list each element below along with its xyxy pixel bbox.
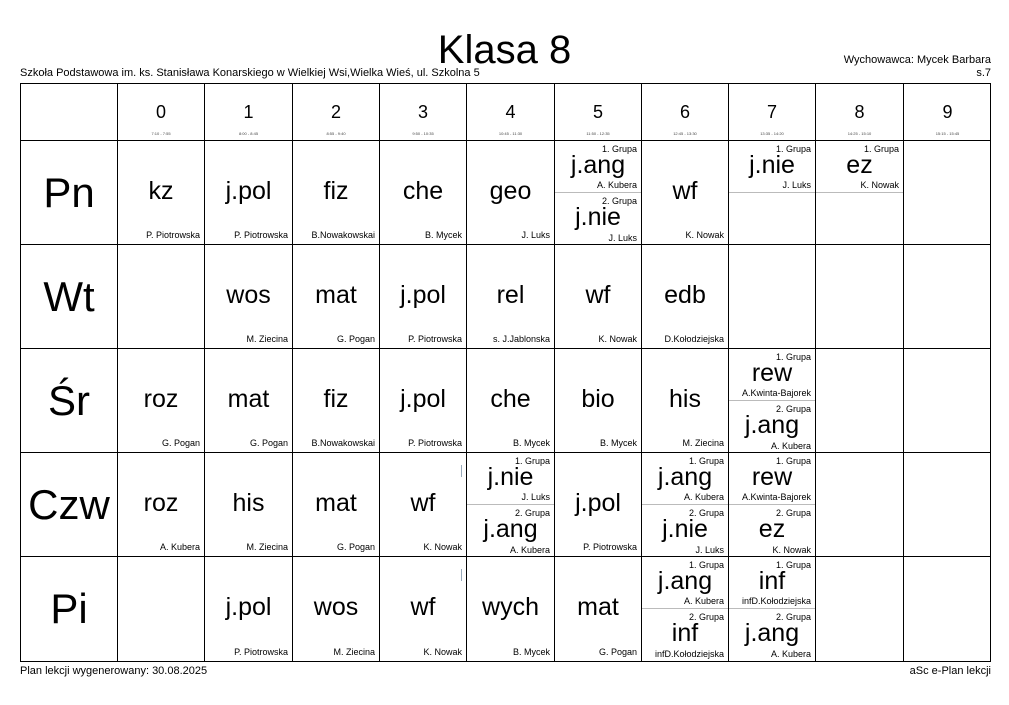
empty-cell (728, 193, 815, 245)
subject-name: edb (664, 281, 706, 309)
teacher-name: P. Piotrowska (408, 334, 462, 344)
subject-name: j.pol (400, 281, 446, 309)
subject-name: kz (148, 177, 174, 205)
teacher-name: A. Kubera (509, 545, 550, 555)
lesson-cell (467, 245, 555, 349)
subject-name: ez (758, 515, 786, 543)
period-header (293, 84, 380, 141)
lesson-cell (467, 349, 555, 453)
subject-name: inf (758, 567, 786, 595)
empty-cell (904, 245, 991, 349)
group-label: 2. Grupa (688, 612, 724, 622)
lesson-cell (816, 141, 904, 245)
subject-name: his (669, 385, 701, 413)
class-teacher (844, 54, 991, 80)
group-slot (729, 349, 815, 401)
period-header (205, 84, 293, 141)
day-label: Wt (21, 245, 118, 349)
period-header (555, 84, 642, 141)
period-header (816, 84, 904, 141)
day-label: Pi (21, 557, 118, 661)
lesson-cell (729, 349, 816, 453)
period-number: 1 (243, 102, 254, 122)
group-label: 2. Grupa (601, 196, 637, 206)
subject-name: mat (577, 593, 619, 621)
empty-cell (815, 193, 903, 245)
period-time: 10:45 - 11:30 (498, 131, 523, 136)
class-teacher-label: Wychowawca: Mycek Barbara (843, 54, 991, 66)
teacher-name: M. Ziecina (682, 438, 724, 448)
teacher-name: G. Pogan (249, 438, 288, 448)
teacher-name: P. Piotrowska (408, 438, 462, 448)
corner-cell (21, 84, 118, 141)
group-label: 1. Grupa (601, 144, 637, 154)
period-header (642, 84, 729, 141)
subject-name: rew (751, 359, 793, 387)
period-number: 3 (417, 102, 428, 122)
empty-cell (118, 245, 205, 349)
teacher-name: J. Luks (782, 180, 811, 190)
teacher-name: M. Ziecina (246, 542, 288, 552)
empty-cell (816, 349, 904, 453)
subject-name: inf (671, 619, 699, 647)
subject-name: j.ang (483, 515, 538, 543)
subject-name: geo (489, 177, 532, 205)
lesson-cell (380, 349, 467, 453)
period-time: 8:55 - 9:40 (326, 131, 346, 136)
group-label: 1. Grupa (775, 456, 811, 466)
teacher-name: s. J.Jablonska (492, 334, 550, 344)
lesson-cell (467, 141, 555, 245)
marker-line (461, 569, 462, 581)
period-number: 9 (942, 102, 953, 122)
subject-name: che (402, 177, 444, 205)
subject-name: rew (751, 463, 793, 491)
group-label: 2. Grupa (688, 508, 724, 518)
subject-name: roz (143, 489, 179, 517)
group-slot (729, 609, 815, 661)
teacher-name: A. Kubera (770, 649, 811, 659)
subject-name: wf (410, 489, 436, 517)
teacher-name: M. Ziecina (333, 647, 375, 657)
teacher-name: B. Mycek (599, 438, 637, 448)
teacher-name: M. Ziecina (246, 334, 288, 344)
subject-name: wf (410, 593, 436, 621)
lesson-cell (729, 453, 816, 557)
group-label: 2. Grupa (775, 404, 811, 414)
subject-name: j.pol (225, 593, 272, 621)
group-label: 1. Grupa (688, 560, 724, 570)
teacher-name: A. Kubera (596, 180, 637, 190)
period-header (118, 84, 205, 141)
subject-name: roz (143, 385, 179, 413)
teacher-name: A. Kubera (683, 596, 724, 606)
teacher-name: P. Piotrowska (583, 542, 637, 552)
period-time: 7:10 - 7:55 (151, 131, 171, 136)
lesson-cell (380, 141, 467, 245)
group-slot (642, 609, 728, 661)
lesson-cell (380, 245, 467, 349)
subject-name: j.pol (225, 177, 272, 205)
teacher-name: G. Pogan (598, 647, 637, 657)
teacher-name: J. Luks (695, 545, 724, 555)
period-header (729, 84, 816, 141)
subject-name: j.nie (662, 515, 708, 543)
marker-line (461, 465, 462, 477)
period-number: 2 (330, 102, 341, 122)
teacher-name: P. Piotrowska (234, 230, 288, 240)
lesson-cell (642, 453, 729, 557)
group-slot (467, 453, 554, 505)
subject-name: ez (846, 151, 873, 179)
teacher-name: B. Mycek (512, 647, 550, 657)
group-label: 1. Grupa (863, 144, 899, 154)
empty-cell (816, 557, 904, 661)
lesson-cell (467, 557, 555, 661)
teacher-name: P. Piotrowska (146, 230, 200, 240)
lesson-cell (642, 349, 729, 453)
period-header (467, 84, 555, 141)
brand-label: aSc e-Plan lekcji (909, 665, 991, 677)
empty-cell (816, 245, 904, 349)
lesson-cell (293, 557, 380, 661)
group-slot (555, 193, 641, 245)
group-label: 1. Grupa (775, 144, 811, 154)
subject-name: j.ang (657, 567, 713, 595)
teacher-name: infD.Kołodziejska (654, 649, 724, 659)
teacher-name: K. Nowak (598, 334, 637, 344)
teacher-name: A. Kubera (770, 441, 811, 451)
group-label: 2. Grupa (775, 612, 811, 622)
page-number: s.7 (976, 67, 991, 79)
group-slot (729, 557, 815, 609)
teacher-name: K. Nowak (423, 647, 462, 657)
group-slot (642, 505, 728, 557)
subject-name: bio (581, 385, 615, 413)
day-label: Czw (21, 453, 118, 557)
teacher-name: G. Pogan (336, 542, 375, 552)
group-slot (729, 453, 815, 505)
subject-name: j.nie (575, 203, 621, 231)
subject-name: j.ang (570, 151, 626, 179)
teacher-name: A. Kubera (159, 542, 200, 552)
lesson-cell (380, 453, 467, 557)
subject-name: fiz (323, 177, 349, 205)
period-time: 14:25 - 15:10 (847, 131, 872, 136)
generated-date: Plan lekcji wygenerowany: 30.08.2025 (20, 665, 208, 677)
period-time: 15:15 - 15:45 (935, 131, 960, 136)
teacher-name: B. Mycek (512, 438, 550, 448)
day-label: Pn (21, 141, 118, 245)
group-slot (642, 453, 728, 505)
subject-name: j.ang (744, 619, 800, 647)
lesson-cell (118, 349, 205, 453)
teacher-name: K. Nowak (685, 230, 724, 240)
period-header (904, 84, 991, 141)
empty-cell (904, 453, 991, 557)
empty-cell (816, 453, 904, 557)
subject-name: mat (227, 385, 270, 413)
lesson-cell (642, 557, 729, 661)
subject-name: mat (315, 281, 357, 309)
period-time: 12:45 - 13:30 (673, 131, 697, 136)
subject-name: fiz (323, 385, 349, 413)
empty-cell (118, 557, 205, 661)
teacher-name: B.Nowakowskai (311, 438, 375, 448)
group-label: 1. Grupa (775, 352, 811, 362)
group-slot (729, 505, 815, 557)
period-number: 4 (505, 102, 516, 122)
period-number: 6 (679, 102, 690, 122)
lesson-cell (555, 453, 642, 557)
period-time: 8:00 - 8:45 (238, 131, 259, 136)
group-label: 1. Grupa (688, 456, 724, 466)
group-slot (467, 505, 554, 557)
teacher-name: K. Nowak (423, 542, 462, 552)
group-slot (729, 401, 815, 453)
day-label: Śr (21, 349, 118, 453)
subject-name: che (490, 385, 531, 413)
lesson-cell (642, 245, 729, 349)
group-label: 1. Grupa (775, 560, 811, 570)
empty-cell (904, 141, 991, 245)
group-label: 1. Grupa (514, 456, 550, 466)
subject-name: wos (313, 593, 359, 621)
subject-name: j.pol (575, 489, 621, 517)
period-time: 9:50 - 10:35 (412, 131, 434, 136)
teacher-name: G. Pogan (336, 334, 375, 344)
teacher-name: K. Nowak (860, 180, 899, 190)
period-number: 8 (854, 102, 865, 122)
teacher-name: A. Kubera (683, 492, 724, 502)
empty-cell (729, 245, 816, 349)
teacher-name: J. Luks (521, 230, 550, 240)
teacher-name: infD.Kołodziejska (741, 596, 811, 606)
period-number: 5 (592, 102, 603, 122)
teacher-name: D.Kołodziejska (664, 334, 724, 344)
subject-name: j.nie (749, 151, 795, 179)
subject-name: j.pol (400, 385, 446, 413)
lesson-cell (205, 453, 293, 557)
subject-name: rel (496, 281, 525, 309)
subject-name: j.ang (657, 463, 713, 491)
teacher-name: P. Piotrowska (234, 647, 288, 657)
page-title: Klasa 8 (437, 28, 572, 72)
empty-cell (904, 349, 991, 453)
lesson-cell (729, 141, 816, 245)
group-slot (816, 141, 903, 193)
subject-name: wf (585, 281, 611, 309)
teacher-name: G. Pogan (161, 438, 200, 448)
period-number: 7 (766, 102, 777, 122)
lesson-cell (293, 349, 380, 453)
teacher-name: K. Nowak (772, 545, 811, 555)
lesson-cell (118, 453, 205, 557)
group-slot (729, 141, 815, 193)
lesson-cell (467, 453, 555, 557)
subject-name: wos (226, 281, 271, 309)
lesson-cell (205, 557, 293, 661)
subject-name: j.ang (744, 411, 800, 439)
timetable-grid (20, 83, 991, 662)
school-name: Szkoła Podstawowa im. ks. Stanisława Konarskiego w Wielkiej Wsi,Wielka Wieś, ul. Szkolna 5 (20, 67, 480, 79)
teacher-name: B. Mycek (424, 230, 462, 240)
lesson-cell (380, 557, 467, 661)
lesson-cell (293, 453, 380, 557)
lesson-cell (642, 141, 729, 245)
subject-name: j.nie (487, 463, 534, 491)
lesson-cell (555, 141, 642, 245)
group-label: 2. Grupa (514, 508, 550, 518)
lesson-cell (555, 349, 642, 453)
teacher-name: B.Nowakowskai (311, 230, 375, 240)
period-number: 0 (155, 102, 166, 122)
subject-name: mat (315, 489, 357, 517)
empty-cell (904, 557, 991, 661)
group-slot (555, 141, 641, 193)
subject-name: wf (672, 177, 698, 205)
group-slot (642, 557, 728, 609)
subject-name: his (232, 489, 265, 517)
teacher-name: A.Kwinta-Bajorek (741, 492, 811, 502)
lesson-cell (293, 141, 380, 245)
teacher-name: J. Luks (521, 492, 550, 502)
subject-name: wych (482, 593, 539, 621)
lesson-cell (118, 141, 205, 245)
lesson-cell (555, 245, 642, 349)
teacher-name: A.Kwinta-Bajorek (741, 388, 811, 398)
lesson-cell (205, 349, 293, 453)
lesson-cell (293, 245, 380, 349)
period-time: 11:50 - 12:35 (586, 131, 610, 136)
lesson-cell (555, 557, 642, 661)
lesson-cell (205, 245, 293, 349)
lesson-cell (729, 557, 816, 661)
lesson-cell (205, 141, 293, 245)
period-time: 13:35 - 14:20 (760, 131, 784, 136)
group-label: 2. Grupa (775, 508, 811, 518)
period-header (380, 84, 467, 141)
teacher-name: J. Luks (608, 233, 637, 243)
